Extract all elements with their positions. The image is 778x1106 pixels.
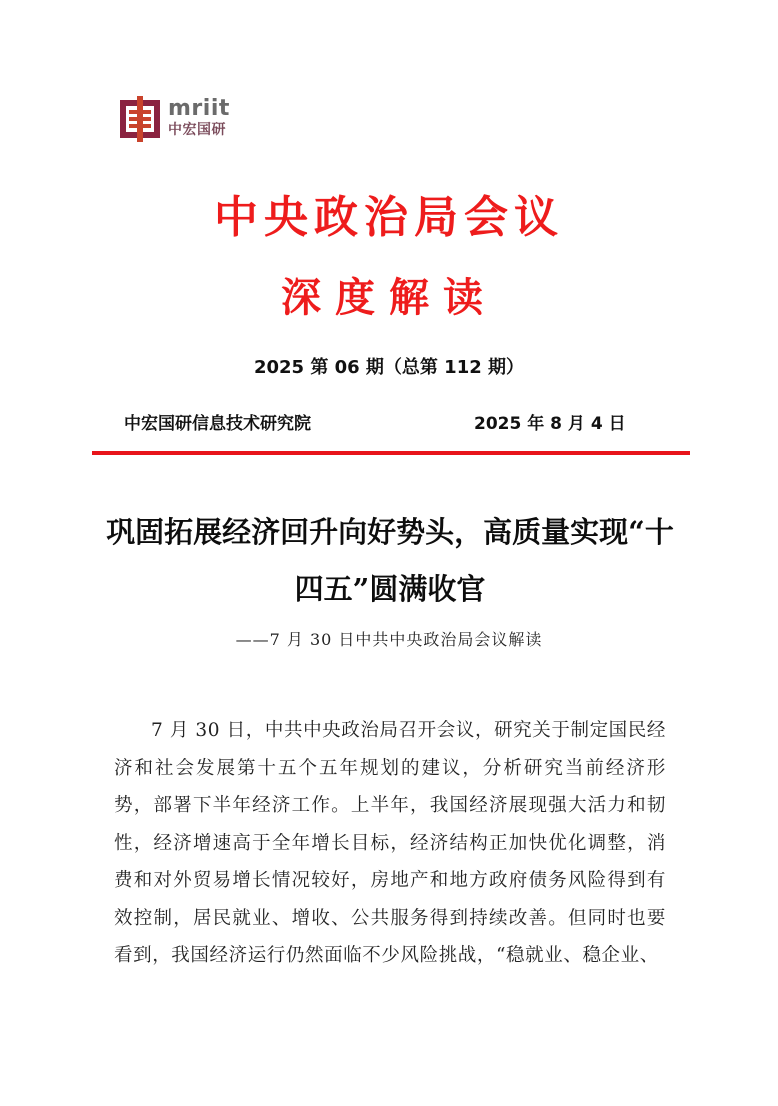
article-title: 巩固拓展经济回升向好势头，高质量实现“十四五”圆满收官 [106,515,674,606]
logo-mark-icon [118,96,162,142]
logo-wordmark: mriit [168,96,230,121]
logo-chinese-name: 中宏国研 [168,122,226,138]
report-subtitle: 深度解读 [281,275,497,321]
publish-date: 2025 年 8 月 4 日 [474,414,626,434]
organization-name: 中宏国研信息技术研究院 [124,414,311,434]
header-divider [92,451,690,455]
report-title: 中央政治局会议 [214,192,564,243]
article-subtitle: ——7 月 30 日中共中央政治局会议解读 [235,630,543,649]
issue-number: 2025 第 06 期（总第 112 期） [253,357,525,378]
article-paragraph: 7 月 30 日，中共中央政治局召开会议，研究关于制定国民经济和社会发展第十五个五年规划的建议，分析研究当前经济形势，部署下半年经济工作。上半年，我国经济展现强大活力和韧性，经济增速高于全年增长目标，经济结构正加快优化调整，消费和对外贸易增长情况较好，房地产和地方政府债务风险得到有效控制，居民就业、增收、公共服务得到持续改善。但同时也要看到，我国经济运行仍然面临不少风险挑战，“稳就业、稳企业、 [114,720,666,966]
brand-logo [118,96,240,144]
